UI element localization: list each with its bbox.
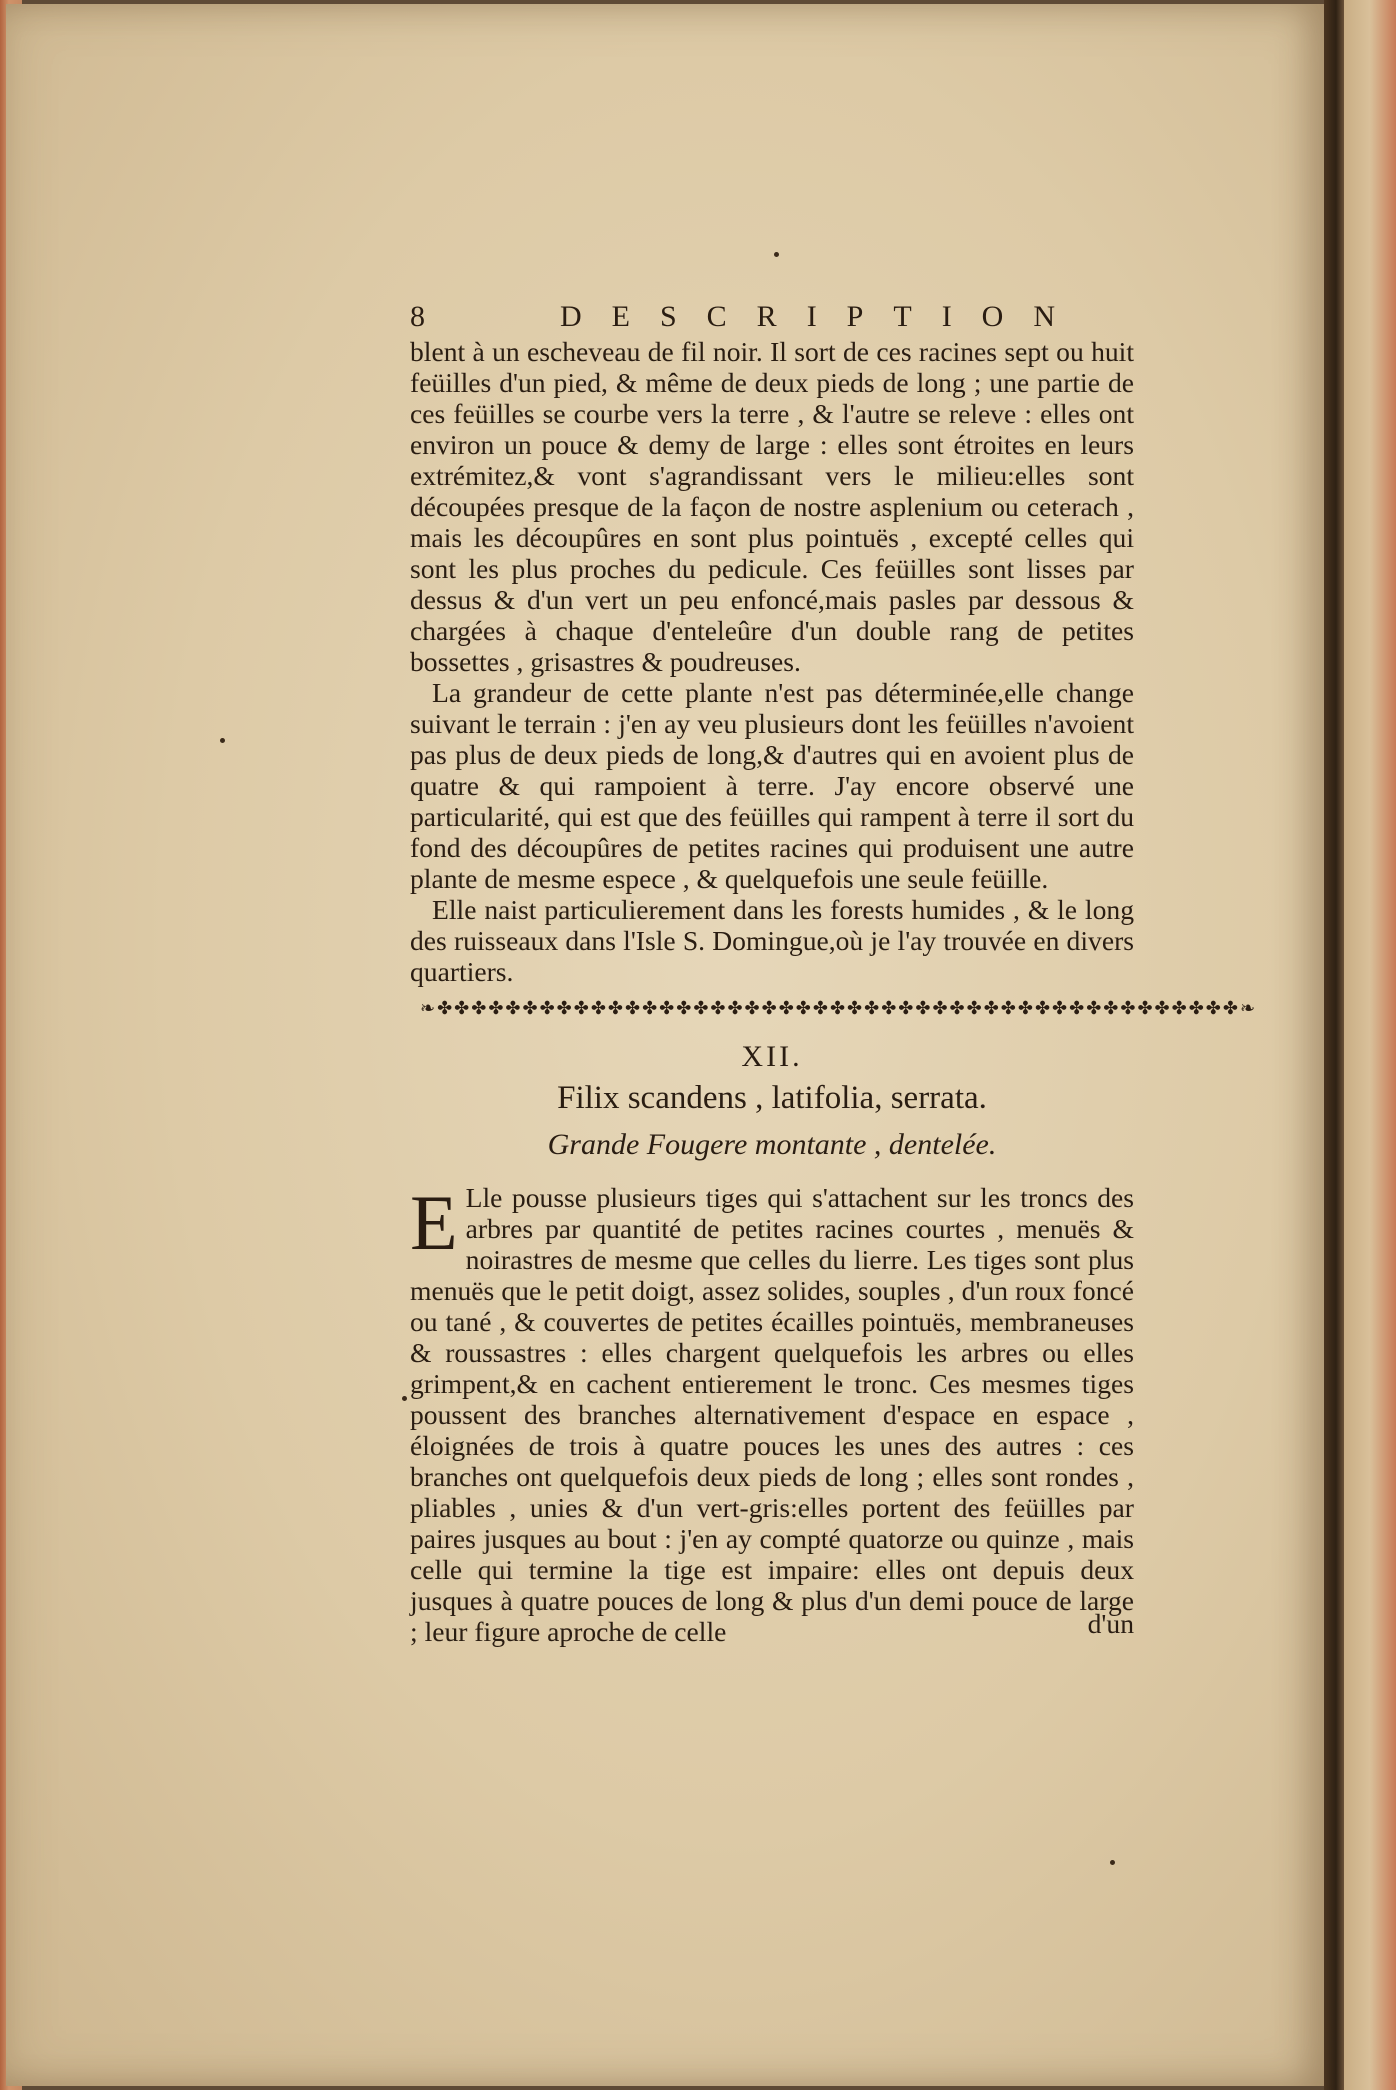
paragraph-size: La grandeur de cette plante n'est pas déterminée,elle change suivant le terrain : j'en ay veu plusieurs dont les feüilles n'avoient pas plus de deux pieds de long,& d'autres qui en avoient plus de quatre & qui rampoient à terre. J'ay encore observé une particularité, qui est que des feüilles qui rampent à terre il sort du fond des découpûres de petites racines qui produisent une autre plante de mesme espece , & quelquefois une seule feüille.	[410, 677, 1134, 894]
latin-plant-name: Filix scandens , latifolia, serrata.	[557, 1080, 987, 1116]
ink-speck	[1110, 1860, 1115, 1865]
running-title: DESCRIPTION	[560, 300, 1086, 333]
catchword: d'un	[1087, 1608, 1134, 1639]
drop-cap: E	[410, 1179, 458, 1266]
book-gutter	[1324, 0, 1344, 2090]
top-text-block	[410, 336, 1134, 987]
book-page	[6, 4, 1324, 2086]
section-number: XII.	[741, 1040, 803, 1073]
ink-speck	[774, 252, 779, 257]
ink-speck	[220, 738, 225, 743]
page-number: 8	[410, 300, 425, 333]
paragraph-continuation: blent à un escheveau de fil noir. Il sort de ces racines sept ou huit feüilles d'un pied, & même de deux pieds de long ; une partie de ces feüilles se courbe vers la terre , & l'autre se releve : elles ont environ un pouce & demy de large : elles sont étroites en leurs extrémitez,& vont s'agrandissant vers le milieu:elles sont découpées presque de la façon de nostre asplenium ou ceterach , mais les découpûres en sont plus pointuës , excepté celles qui sont les plus proches du pedicule. Ces feüilles sont lisses par dessus & d'un vert un peu enfoncé,mais pasles par dessous & chargées à chaque d'enteleûre d'un double rang de petites bossettes , grisastres & poudreuses.	[410, 336, 1134, 677]
paragraph-habitat: Elle naist particulierement dans les forests humides , & le long des ruisseaux dans l'Isle S. Domingue,où je l'ay trouvée en divers quartiers.	[410, 894, 1134, 987]
french-plant-name: Grande Fougere montante , dentelée.	[547, 1128, 997, 1161]
ink-speck	[402, 1396, 407, 1401]
facing-page-edge	[1344, 0, 1396, 2090]
bottom-text-block	[410, 1179, 1134, 1647]
paragraph-description: Lle pousse plusieurs tiges qui s'attachent sur les troncs des arbres par quantité de petites racines courtes , menuës & noirastres de mesme que celles du lierre. Les tiges sont plus menuës que le petit doigt, assez solides, souples , d'un roux foncé ou tané , & couvertes de petites écailles pointuës, membraneuses & roussastres : elles chargent quelquefois les arbres ou elles grimpent,& en cachent entierement le tronc. Ces mesmes tiges poussent des branches alternativement d'espace en espace , éloignées de trois à quatre pouces les unes des autres : ces branches ont quelquefois deux pieds de long ; elles sont rondes , pliables , unies & d'un vert-gris:elles portent des feüilles par paires jusques au bout : j'en ay compté quatorze ou quinze , mais celle qui termine la tige est impaire: elles ont depuis deux jusques à quatre pouces de long & plus d'un demi pouce de large ; leur figure aproche de celle	[410, 1182, 1134, 1647]
ornamental-divider: ❧✤✤✤✤✤✤✤✤✤✤✤✤✤✤✤✤✤✤✤✤✤✤✤✤✤✤✤✤✤✤✤✤✤✤✤✤✤✤✤✤✤✤✤✤✤✤✤❧	[420, 998, 1258, 1018]
page-header	[410, 300, 1134, 340]
